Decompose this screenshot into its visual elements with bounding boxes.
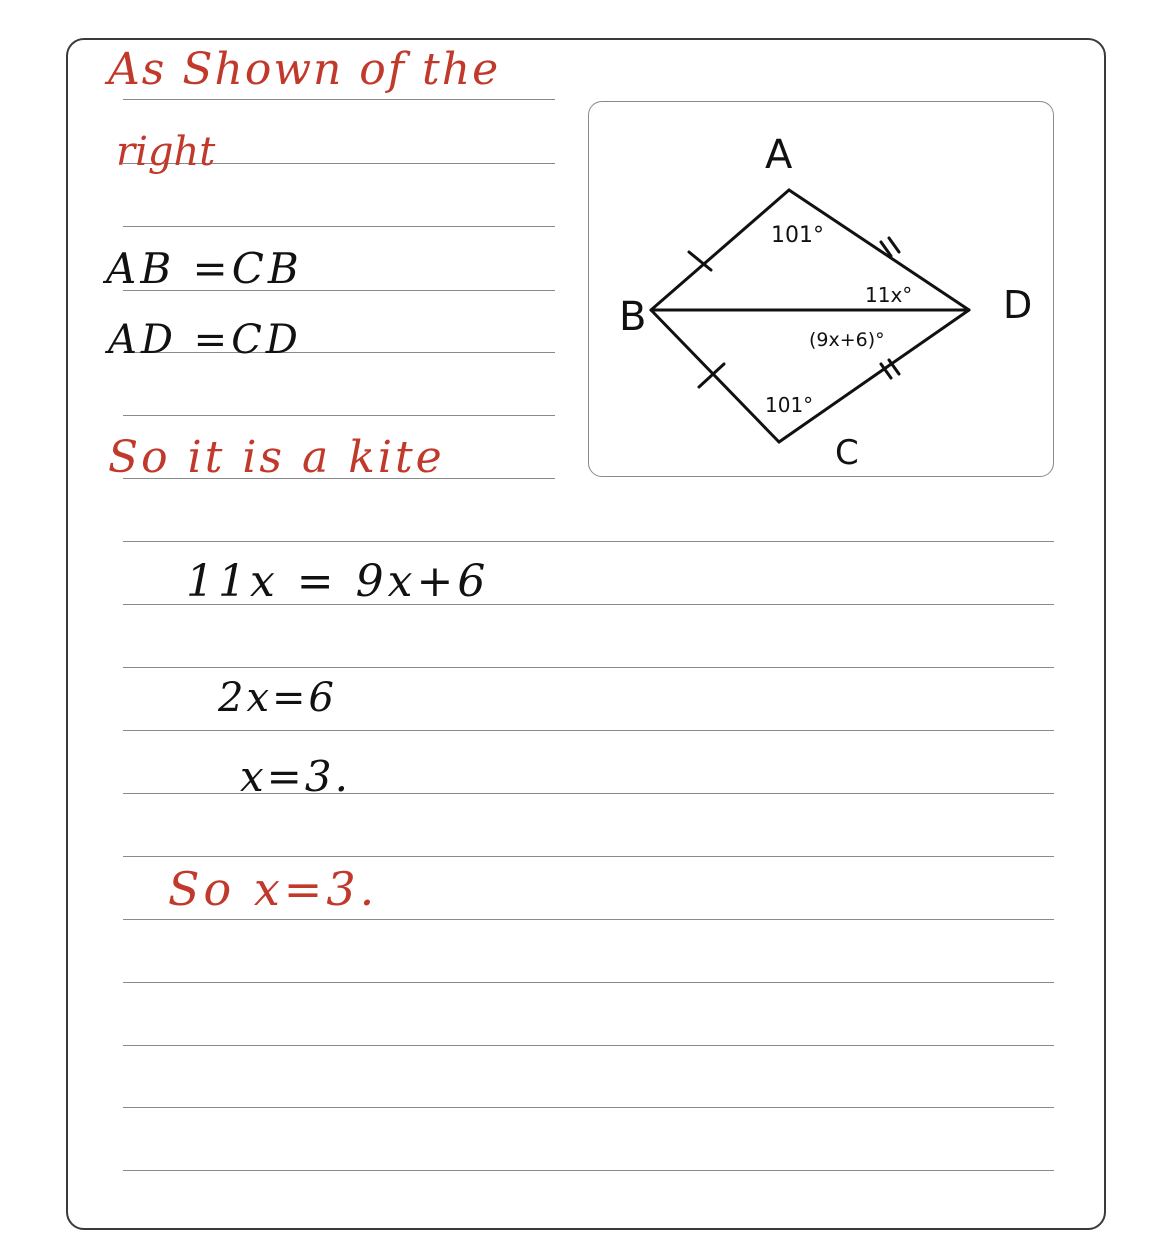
side-ab xyxy=(651,190,789,310)
intro-line-1: As Shown of the xyxy=(108,44,501,95)
equation-2: 2x=6 xyxy=(218,675,337,721)
kite-conclusion: So it is a kite xyxy=(108,432,445,483)
ruled-line xyxy=(123,99,555,100)
ruled-line xyxy=(123,1045,1054,1046)
ruled-line xyxy=(123,1170,1054,1171)
final-answer: So x=3. xyxy=(168,862,379,916)
ruled-line xyxy=(123,982,1054,983)
double-tick-ad-2 xyxy=(889,238,899,252)
intro-line-2: right xyxy=(116,129,216,175)
vertex-label-a: A xyxy=(765,132,793,178)
angle-label-c: 101° xyxy=(765,393,814,417)
angle-label-adb: 11x° xyxy=(865,283,913,307)
vertex-label-d: D xyxy=(1003,283,1033,327)
given-ab-cb: AB =CB xyxy=(106,244,303,293)
ruled-line xyxy=(123,919,1054,920)
kite-diagram xyxy=(588,101,1054,477)
given-ad-cd: AD =CD xyxy=(108,317,302,363)
ruled-line xyxy=(123,730,1054,731)
side-bc xyxy=(651,310,779,442)
angle-label-a: 101° xyxy=(771,223,824,248)
ruled-line xyxy=(123,667,1054,668)
vertex-label-c: C xyxy=(835,433,859,473)
equation-1: 11x = 9x+6 xyxy=(186,556,490,607)
equation-3: x=3. xyxy=(240,752,351,801)
kite-figure xyxy=(589,102,1055,478)
ruled-line xyxy=(123,226,555,227)
angle-label-cdb: (9x+6)° xyxy=(809,329,885,351)
vertex-label-b: B xyxy=(619,294,647,340)
ruled-line xyxy=(123,1107,1054,1108)
ruled-line xyxy=(123,541,1054,542)
ruled-line xyxy=(123,415,555,416)
ruled-line xyxy=(123,856,1054,857)
